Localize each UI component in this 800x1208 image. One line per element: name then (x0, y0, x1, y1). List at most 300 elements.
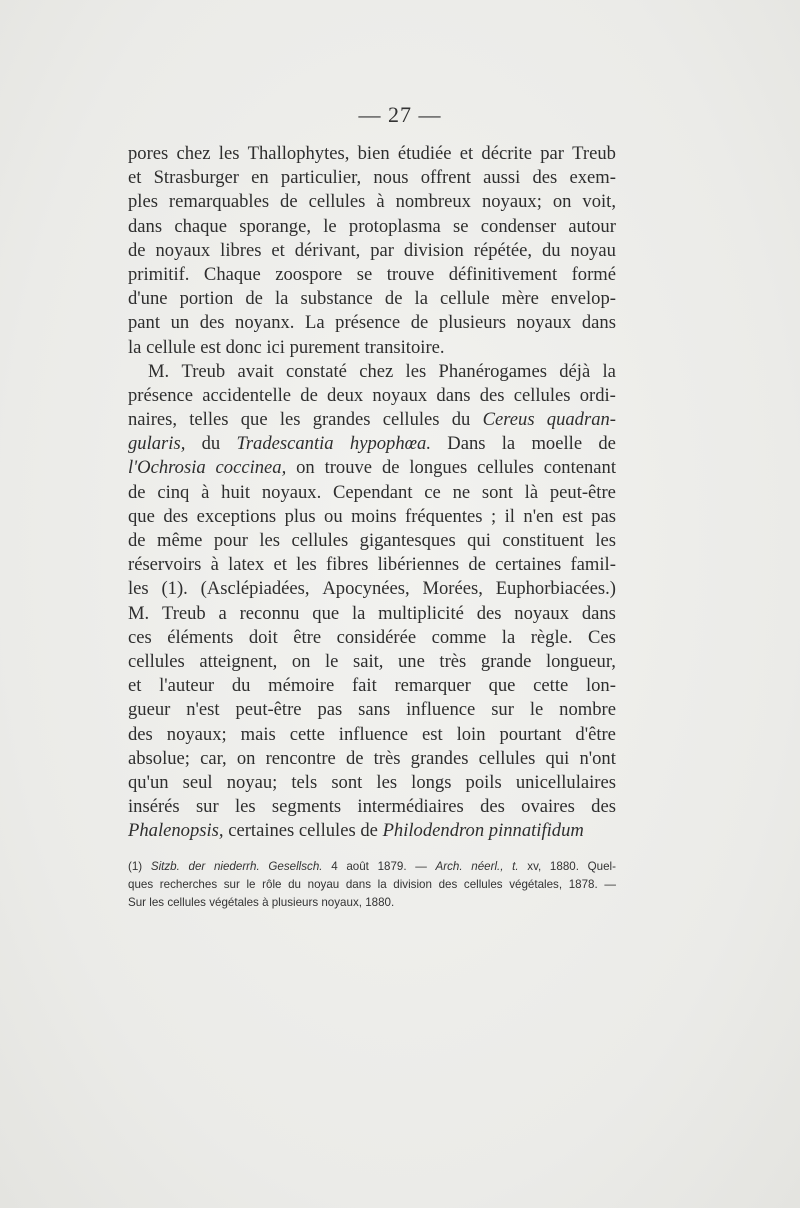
word: noyaux (516, 312, 572, 334)
word: et (273, 554, 287, 576)
word: que (128, 505, 155, 527)
word: cette (533, 675, 569, 697)
word: être (293, 626, 322, 648)
word: substance (300, 288, 373, 310)
text-line (128, 747, 616, 771)
word: plus (284, 505, 316, 527)
word: un (170, 312, 190, 334)
word: constaté (285, 360, 347, 382)
word: de (128, 239, 146, 261)
word: Cereus (482, 409, 535, 431)
word: de (598, 433, 616, 455)
footnote-word: xv, (527, 860, 542, 873)
word: ce (424, 481, 441, 503)
footnote-word: cellules (463, 878, 503, 891)
word: influence (406, 699, 476, 721)
word: là (524, 481, 539, 503)
word: par (540, 143, 564, 164)
word: des (480, 796, 505, 818)
footnote-word: (1) (128, 860, 143, 873)
text-line (128, 263, 616, 287)
word: portion (179, 288, 234, 310)
word: a (218, 602, 227, 624)
word: définitivement (448, 263, 558, 285)
word: qui (467, 530, 491, 551)
word: les (595, 530, 616, 551)
word: M. (128, 602, 150, 624)
word: des (128, 723, 153, 745)
word: chez (176, 143, 211, 164)
word: de (128, 481, 146, 503)
word: donc (225, 336, 267, 358)
word: à (201, 481, 210, 503)
word: Cependant (333, 481, 413, 503)
word: cinq (157, 481, 190, 503)
word: l'Ochrosia (128, 457, 206, 479)
text-line (128, 287, 616, 311)
word: ordi- (579, 384, 616, 406)
word: en (251, 167, 269, 189)
footnote-word: août (346, 860, 369, 873)
word: déjà (559, 360, 591, 382)
word: sont (481, 481, 513, 503)
word: pant (128, 312, 161, 334)
footnote-word: végétales (209, 896, 263, 909)
footnote-word: cellules (167, 896, 210, 909)
word: noyaux (372, 384, 428, 406)
word: n'en (523, 505, 554, 527)
text-line (128, 481, 616, 505)
text-line (128, 795, 616, 819)
word: n'ont (579, 747, 616, 769)
footnote-word: — (604, 878, 616, 891)
word: avait (237, 360, 274, 382)
body-text (128, 142, 616, 843)
word: chaque (174, 215, 227, 237)
word: de (280, 191, 298, 213)
footnote-word: Arch. (435, 860, 463, 873)
footnote-word: 1879. (377, 860, 407, 873)
footnote-word: — (415, 860, 427, 873)
word: est (200, 336, 226, 358)
word: noyaux (155, 239, 211, 261)
word: décrite (481, 143, 532, 164)
word: hypophœa. (349, 433, 431, 455)
word: car, (200, 747, 227, 769)
word: sporange, (239, 215, 311, 237)
word: transitoire. (364, 336, 445, 358)
word: segments (271, 796, 342, 818)
word: pas (317, 699, 343, 721)
word: ; (490, 505, 497, 527)
word: dans (581, 312, 616, 334)
word: libériennes (377, 554, 460, 576)
word: certaines (495, 554, 562, 576)
word: le (529, 699, 544, 721)
text-line (128, 190, 616, 214)
word: mais (240, 723, 276, 745)
word: condenser (480, 215, 557, 237)
footnote-word: t. (512, 860, 519, 873)
word: pour (213, 530, 248, 551)
footnote-word: dans (345, 878, 371, 891)
word: libres (220, 239, 262, 261)
word: à (376, 191, 385, 213)
word: les (279, 409, 301, 431)
word: Morées, (422, 578, 483, 600)
word: même (156, 530, 203, 551)
word: purement (289, 336, 365, 358)
footnote-word: plusieurs (271, 896, 322, 909)
word: longs (411, 771, 452, 793)
word: de (384, 288, 403, 310)
word: les (259, 530, 281, 551)
word: bien (357, 143, 390, 164)
footnote-word: noyau (307, 878, 340, 891)
word: mémoire (268, 675, 335, 697)
word: pourtant (499, 723, 562, 745)
word: des (199, 312, 225, 334)
word: exem- (569, 167, 616, 189)
word: protoplasma (348, 215, 441, 237)
word: la (414, 288, 428, 310)
word: poils (465, 771, 502, 793)
word: cellule (440, 288, 490, 310)
word: éléments (167, 626, 234, 648)
text-line (128, 602, 616, 626)
word: reconnu (239, 602, 300, 624)
word: contenant (543, 457, 616, 479)
word: insérés (128, 796, 180, 818)
word: Apocynées, (322, 578, 410, 600)
word: noyaux; (166, 723, 227, 745)
word: lon- (585, 675, 616, 697)
footnote-word: Sitzb. (150, 860, 180, 873)
word: pinnatifidum (488, 820, 584, 842)
word: des (476, 602, 502, 624)
word: huit (221, 481, 251, 503)
word: pas (591, 505, 616, 527)
footnote-word: le (246, 878, 256, 891)
word: offrent (420, 167, 471, 189)
word: certaines (228, 820, 299, 842)
footnote-word: 1880. (549, 860, 579, 873)
footnote-line (128, 894, 616, 912)
word: noyaux (514, 602, 570, 624)
word: se (356, 263, 373, 285)
footnote-line (128, 876, 616, 894)
word: fait (351, 675, 377, 697)
word: dérivant, (294, 239, 361, 261)
word: zoospore (275, 263, 343, 285)
text-line (128, 553, 616, 577)
word: les (128, 578, 149, 600)
word: la (275, 288, 289, 310)
word: Treub (161, 602, 206, 624)
footnote-word: Gesellsch. (268, 860, 323, 873)
word: sur (491, 699, 514, 721)
word: atteignent, (199, 650, 278, 672)
word: longues (409, 457, 468, 479)
footnote-line (128, 858, 616, 876)
word: de (300, 384, 318, 406)
word: grandes (312, 409, 371, 431)
word: comme (431, 626, 487, 648)
word: exceptions (196, 505, 277, 527)
word: cellules (513, 384, 571, 406)
word: remarquables (168, 191, 270, 213)
footnote-word: ques (128, 878, 154, 891)
word: voit, (582, 191, 616, 213)
word: deux (327, 384, 364, 406)
word: est (562, 505, 583, 527)
text-line (128, 142, 616, 166)
text-line (128, 336, 616, 360)
word: chez (359, 360, 394, 382)
word: des (532, 167, 558, 189)
word: nombreux (395, 191, 471, 213)
word: multiplicité (378, 602, 464, 624)
word: les (234, 796, 256, 818)
word: on (296, 457, 315, 479)
word: étudiée (397, 143, 452, 164)
word: Phanérogames (438, 360, 547, 382)
word: ici (266, 336, 290, 358)
word: et (459, 143, 474, 164)
footnote-word: 1880. (365, 896, 395, 909)
word: Ces (588, 626, 616, 648)
word: peut-être (549, 481, 616, 503)
word: M. (148, 360, 170, 382)
word: dans (581, 602, 616, 624)
word: que (312, 602, 340, 624)
footnote-word: rôle (262, 878, 282, 891)
page-number: — 27 — (358, 102, 442, 127)
word: très (439, 650, 467, 672)
word: dans (128, 215, 163, 237)
word: pores (128, 143, 169, 164)
word: noyanx. (235, 312, 295, 334)
word: présence (128, 384, 194, 406)
word: et (128, 675, 142, 697)
word: la (501, 626, 516, 648)
word: trouve (386, 263, 435, 285)
word: ovaires (521, 796, 575, 818)
word: du (231, 675, 251, 697)
word: de (468, 554, 486, 576)
word: gigantesques (359, 530, 456, 551)
word: et (271, 239, 285, 261)
word: d'être (575, 723, 616, 745)
word: on (552, 191, 572, 213)
word: cellule (146, 336, 201, 358)
word: de (245, 288, 263, 310)
word: les (376, 771, 398, 793)
word: du (542, 239, 561, 261)
word: du (451, 409, 471, 431)
word: La (304, 312, 325, 334)
word: loin (456, 723, 486, 745)
word: gueur (128, 699, 171, 721)
word: unicellulaires (515, 771, 616, 793)
text-line (128, 529, 616, 553)
footnote-word: des (438, 878, 458, 891)
word: Phalenopsis, (128, 820, 229, 842)
word: le (325, 650, 339, 672)
word: telles (189, 409, 229, 431)
word: cellules (382, 409, 440, 431)
word: que (488, 675, 516, 697)
word: intermédiaires (357, 796, 464, 818)
text-line (128, 384, 616, 408)
word: remarquer (394, 675, 471, 697)
word: cette (289, 723, 325, 745)
word: doit (248, 626, 278, 648)
word: est (421, 723, 443, 745)
word: coccinea, (215, 457, 287, 479)
word: Chaque (203, 263, 261, 285)
word: il (504, 505, 515, 527)
word: cellules (291, 530, 349, 551)
word: le (323, 215, 337, 237)
word: particulier, (280, 167, 362, 189)
word: sans (358, 699, 391, 721)
word: cellules (308, 191, 366, 213)
footnote-word: 1878. (568, 878, 598, 891)
word: aussi (483, 167, 521, 189)
footnote-word: Sur (128, 896, 150, 909)
word: considérée (336, 626, 417, 648)
word: seul (182, 771, 213, 793)
word: on (291, 650, 311, 672)
word: autour (568, 215, 616, 237)
word: de (410, 312, 429, 334)
word: absolue; (128, 747, 190, 769)
text-line (128, 819, 616, 843)
word: peut-être (235, 699, 302, 721)
word: noyau (570, 239, 616, 261)
text-line (128, 698, 616, 722)
word: cellules (128, 650, 185, 672)
word: grandes (410, 747, 469, 769)
word: mère (501, 288, 539, 310)
text-line (128, 166, 616, 190)
word: on (236, 747, 256, 769)
word: formé (571, 263, 616, 285)
word: Strasburger (153, 167, 239, 189)
word: noyau; (226, 771, 278, 793)
text-line (128, 505, 616, 529)
text-line (128, 723, 616, 747)
word: ces (128, 626, 152, 648)
word: de (128, 530, 146, 551)
word: rencontre (265, 747, 336, 769)
text-line (128, 626, 616, 650)
footnote-word: sur (223, 878, 240, 891)
footnote-word: division (393, 878, 432, 891)
word: noyaux. (261, 481, 322, 503)
word: les (405, 360, 427, 382)
footnote-word: végétales, (509, 878, 563, 891)
word: constituent (502, 530, 584, 551)
word: de (381, 457, 400, 479)
footnote-word: der (188, 860, 206, 873)
word: l'auteur (159, 675, 215, 697)
word: grande (480, 650, 532, 672)
word: moelle (531, 433, 583, 455)
word: ples (128, 191, 158, 213)
word: Philodendron (382, 820, 489, 842)
footnote-word: recherches (159, 878, 218, 891)
word: la (501, 433, 516, 455)
word: répétée, (473, 239, 533, 261)
text-line (128, 674, 616, 698)
word: (Asclépiadées, (200, 578, 310, 600)
word: famil- (570, 554, 616, 576)
footnote-word: niederrh. (213, 860, 260, 873)
word: de (345, 747, 364, 769)
word: naires, (128, 409, 178, 431)
footnote-word: la (377, 878, 387, 891)
word: qui (545, 747, 570, 769)
word: nombre (559, 699, 616, 721)
word: règle. (530, 626, 573, 648)
text-line (128, 215, 616, 239)
word: Treub (572, 143, 616, 164)
word: Thallophytes, (247, 143, 350, 164)
word: n'est (186, 699, 220, 721)
footnote-word: néerl., (471, 860, 504, 873)
word: latex (228, 554, 265, 576)
word: sont (331, 771, 363, 793)
text-line (128, 408, 616, 432)
text-line (128, 771, 616, 795)
word: la (351, 602, 366, 624)
footnote-word: 4 (331, 860, 338, 873)
word: Treub (181, 360, 226, 382)
word: sur (195, 796, 219, 818)
footnote-word: noyaux, (321, 896, 366, 909)
word: quadran- (546, 409, 616, 431)
word: noyaux; (481, 191, 542, 213)
word: gularis, (128, 433, 186, 455)
word: présence (335, 312, 401, 334)
word: Dans (447, 433, 486, 455)
footnote-word: Quel- (587, 860, 616, 873)
word: longueur, (545, 650, 616, 672)
text-line (128, 432, 616, 456)
word: (1). (161, 578, 188, 600)
word: cellules (298, 820, 361, 842)
word: fibres (325, 554, 369, 576)
word: très (373, 747, 401, 769)
word: tels (291, 771, 318, 793)
text-line (128, 311, 616, 335)
word: ou (324, 505, 343, 527)
word: nous (373, 167, 409, 189)
word: trouve (324, 457, 373, 479)
word: accidentelle (202, 384, 292, 406)
text-line (128, 239, 616, 263)
word: primitif. (128, 263, 190, 285)
word: à (210, 554, 219, 576)
word: réservoirs (128, 554, 202, 576)
word: sait, (352, 650, 384, 672)
word: les (218, 143, 240, 164)
word: dans (436, 384, 471, 406)
word: des (479, 384, 505, 406)
text-line (128, 650, 616, 674)
